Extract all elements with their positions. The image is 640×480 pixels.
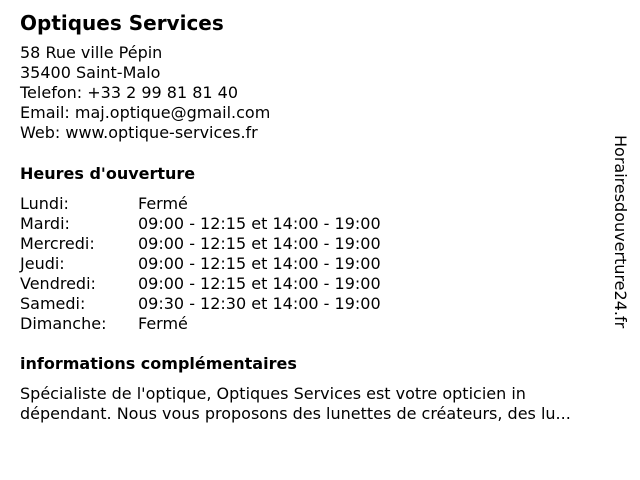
hours-row-samedi (20, 294, 381, 314)
hours-row-jeudi (20, 254, 381, 274)
hours-row-dimanche (20, 314, 381, 334)
city: 35400 Saint-Malo (20, 63, 161, 82)
time-value: 09:00 - 12:15 et 14:00 - 19:00 (138, 214, 381, 233)
business-name: Optiques Services (20, 11, 224, 35)
time-value: 09:30 - 12:30 et 14:00 - 19:00 (138, 294, 381, 313)
street-address: 58 Rue ville Pépin (20, 43, 163, 62)
description-line: dépendant. Nous vous proposons des lunettes de créateurs, des lu... (20, 404, 571, 423)
info-description (20, 384, 620, 424)
day-label: Lundi: (20, 194, 69, 213)
hours-row-mardi (20, 214, 381, 234)
time-value: 09:00 - 12:15 et 14:00 - 19:00 (138, 274, 381, 293)
time-value: 09:00 - 12:15 et 14:00 - 19:00 (138, 234, 381, 253)
hours-row-vendredi (20, 274, 381, 294)
hours-heading: Heures d'ouverture (20, 164, 196, 183)
website: Web: www.optique-services.fr (20, 123, 258, 142)
email-address: Email: maj.optique@gmail.com (20, 103, 271, 122)
site-watermark: Horairesdouverture24.fr (611, 135, 630, 329)
day-label: Dimanche: (20, 314, 107, 333)
hours-table (20, 194, 381, 334)
hours-row-lundi (20, 194, 381, 214)
info-heading: informations complémentaires (20, 354, 297, 373)
hours-row-mercredi (20, 234, 381, 254)
description-line: Spécialiste de l'optique, Optiques Services est votre opticien in (20, 384, 526, 403)
time-value: Fermé (138, 314, 188, 333)
day-label: Vendredi: (20, 274, 96, 293)
time-value: Fermé (138, 194, 188, 213)
day-label: Mercredi: (20, 234, 95, 253)
phone-number: Telefon: +33 2 99 81 81 40 (20, 83, 239, 102)
day-label: Mardi: (20, 214, 70, 233)
address-block (20, 43, 270, 143)
time-value: 09:00 - 12:15 et 14:00 - 19:00 (138, 254, 381, 273)
day-label: Samedi: (20, 294, 86, 313)
day-label: Jeudi: (20, 254, 65, 273)
